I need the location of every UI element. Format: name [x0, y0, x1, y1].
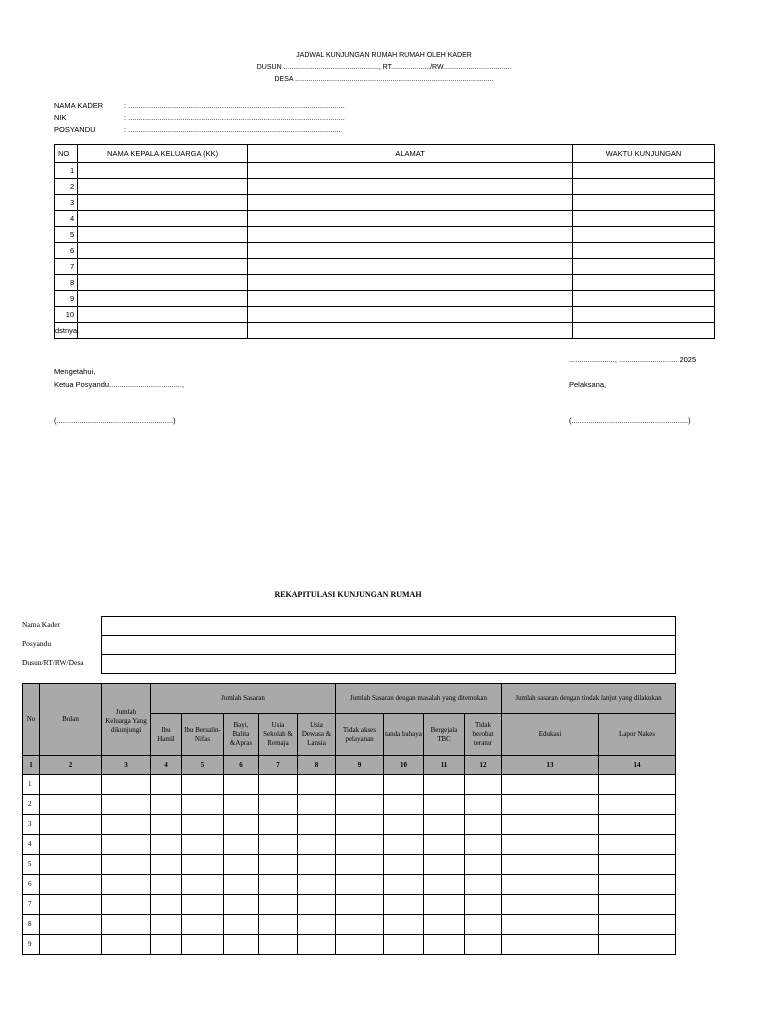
recap-cell[interactable]	[424, 875, 465, 895]
recap-row-no: 2	[23, 795, 40, 815]
schedule-header	[0, 50, 768, 86]
recap-column-number: 12	[465, 756, 502, 775]
schedule-cell-alamat[interactable]	[248, 179, 573, 195]
schedule-cell-alamat[interactable]	[248, 163, 573, 179]
schedule-cell-nama-kk[interactable]	[78, 179, 248, 195]
recap-cell[interactable]	[599, 895, 676, 915]
info-value: : ......................................................................................................	[124, 125, 341, 134]
recap-cell[interactable]	[259, 935, 298, 955]
recap-cell[interactable]	[298, 915, 336, 935]
recap-cell[interactable]	[599, 855, 676, 875]
schedule-cell-alamat[interactable]	[248, 259, 573, 275]
recap-cell[interactable]	[298, 855, 336, 875]
recap-cell[interactable]	[151, 795, 182, 815]
schedule-row-no: 7	[55, 259, 78, 275]
signature-blank-left: (........................................................)	[54, 416, 176, 425]
schedule-cell-nama-kk[interactable]	[78, 275, 248, 291]
recap-cell[interactable]	[599, 935, 676, 955]
schedule-row	[55, 163, 715, 179]
schedule-row	[55, 275, 715, 291]
recap-row-no: 8	[23, 915, 40, 935]
recap-cell[interactable]	[384, 795, 424, 815]
recap-column-number: 5	[182, 756, 224, 775]
schedule-row	[55, 291, 715, 307]
recap-column-number: 13	[502, 756, 599, 775]
recap-cell[interactable]	[182, 875, 224, 895]
recap-cell[interactable]	[40, 855, 102, 875]
recap-cell[interactable]	[40, 875, 102, 895]
recap-cell[interactable]	[599, 795, 676, 815]
recap-cell[interactable]	[336, 815, 384, 835]
recap-cell[interactable]	[224, 915, 259, 935]
schedule-row	[55, 195, 715, 211]
recap-cell[interactable]	[502, 895, 599, 915]
recap-cell[interactable]	[182, 855, 224, 875]
recap-cell[interactable]	[259, 895, 298, 915]
schedule-title: JADWAL KUNJUNGAN RUMAH RUMAH OLEH KADER	[296, 52, 472, 59]
recap-cell[interactable]	[384, 895, 424, 915]
info-label: NAMA KADER	[54, 101, 104, 110]
schedule-row-no: 3	[55, 195, 78, 211]
recap-cell[interactable]	[182, 935, 224, 955]
recap-cell[interactable]	[424, 835, 465, 855]
desa-line: DESA ......................................................................................................	[274, 76, 494, 83]
schedule-cell-nama-kk[interactable]	[78, 323, 248, 339]
recap-cell[interactable]	[259, 795, 298, 815]
recap-cell[interactable]	[298, 875, 336, 895]
recap-cell[interactable]	[102, 855, 151, 875]
recap-row	[23, 775, 676, 795]
recap-cell[interactable]	[599, 875, 676, 895]
schedule-cell-nama-kk[interactable]	[78, 243, 248, 259]
schedule-row	[55, 227, 715, 243]
recap-column-number: 8	[298, 756, 336, 775]
recap-sub-bayi-balita: Bayi, Balita &Apras	[224, 714, 259, 756]
recap-cell[interactable]	[40, 795, 102, 815]
recap-header-row-1	[23, 684, 676, 714]
schedule-cell-nama-kk[interactable]	[78, 307, 248, 323]
recap-cell[interactable]	[465, 875, 502, 895]
info-row-nama-kader	[54, 100, 345, 112]
recap-cell[interactable]	[298, 775, 336, 795]
recap-row-no: 5	[23, 855, 40, 875]
schedule-cell-alamat[interactable]	[248, 195, 573, 211]
recap-column-number: 14	[599, 756, 676, 775]
schedule-cell-alamat[interactable]	[248, 291, 573, 307]
recap-cell[interactable]	[336, 775, 384, 795]
schedule-cell-alamat[interactable]	[248, 307, 573, 323]
recap-cell[interactable]	[384, 835, 424, 855]
schedule-row-no: 2	[55, 179, 78, 195]
recap-cell[interactable]	[259, 875, 298, 895]
schedule-cell-alamat[interactable]	[248, 227, 573, 243]
schedule-cell-waktu[interactable]	[573, 227, 715, 243]
schedule-row-no: dstnya	[55, 323, 78, 339]
recap-row	[23, 915, 676, 935]
schedule-cell-waktu[interactable]	[573, 259, 715, 275]
recap-cell[interactable]	[502, 915, 599, 935]
recap-group-sasaran: Jumlah Sasaran	[151, 684, 336, 714]
schedule-cell-waktu[interactable]	[573, 243, 715, 259]
recap-column-number: 11	[424, 756, 465, 775]
recap-cell[interactable]	[424, 775, 465, 795]
recap-sub-usia-sekolah: Usia Sekolah & Remaja	[259, 714, 298, 756]
recap-cell[interactable]	[599, 815, 676, 835]
recap-cell[interactable]	[102, 895, 151, 915]
recap-cell[interactable]	[336, 875, 384, 895]
recap-cell[interactable]	[336, 795, 384, 815]
recap-cell[interactable]	[151, 835, 182, 855]
recap-column-number: 1	[23, 756, 40, 775]
recap-cell[interactable]	[336, 895, 384, 915]
recap-cell[interactable]	[259, 915, 298, 935]
recap-cell[interactable]	[259, 815, 298, 835]
recap-cell[interactable]	[151, 915, 182, 935]
schedule-row	[55, 323, 715, 339]
recap-column-number: 9	[336, 756, 384, 775]
recap-cell[interactable]	[102, 935, 151, 955]
recap-cell[interactable]	[384, 815, 424, 835]
recap-column-number: 7	[259, 756, 298, 775]
col-no: NO	[55, 145, 78, 163]
recap-cell[interactable]	[259, 775, 298, 795]
recap-table	[22, 683, 676, 955]
recap-row-no: 9	[23, 935, 40, 955]
recap-sub-ibu-bersalin: Ibu Bersalin-Nifas	[182, 714, 224, 756]
recap-sub-ibu-hamil: Ibu Hamil	[151, 714, 182, 756]
recap-cell[interactable]	[182, 835, 224, 855]
schedule-cell-waktu[interactable]	[573, 275, 715, 291]
mengetahui-label: Mengetahui,	[54, 367, 96, 376]
recap-row	[23, 815, 676, 835]
schedule-cell-waktu[interactable]	[573, 195, 715, 211]
schedule-row-no: 8	[55, 275, 78, 291]
recap-cell[interactable]	[502, 775, 599, 795]
schedule-row-no: 10	[55, 307, 78, 323]
schedule-row-no: 4	[55, 211, 78, 227]
recap-cell[interactable]	[298, 835, 336, 855]
recap-cell[interactable]	[298, 935, 336, 955]
recap-cell[interactable]	[424, 935, 465, 955]
schedule-table	[54, 144, 715, 339]
schedule-cell-nama-kk[interactable]	[78, 259, 248, 275]
schedule-row	[55, 243, 715, 259]
recap-cell[interactable]	[224, 835, 259, 855]
recap-number-row	[23, 756, 676, 775]
recap-cell[interactable]	[40, 915, 102, 935]
recap-cell[interactable]	[151, 775, 182, 795]
recap-cell[interactable]	[151, 875, 182, 895]
recap-title: REKAPITULASI KUNJUNGAN RUMAH	[274, 590, 422, 599]
schedule-row-no: 6	[55, 243, 78, 259]
recap-row-no: 6	[23, 875, 40, 895]
schedule-cell-waktu[interactable]	[573, 163, 715, 179]
recap-col-no: No	[23, 684, 40, 756]
recap-cell[interactable]	[151, 895, 182, 915]
recap-cell[interactable]	[465, 795, 502, 815]
recap-cell[interactable]	[224, 775, 259, 795]
kader-info	[54, 100, 345, 136]
recap-sub-bergejala-tbc: Bergejala TBC	[424, 714, 465, 756]
recap-label-posyandu: Posyandu	[22, 639, 52, 648]
schedule-cell-alamat[interactable]	[248, 243, 573, 259]
schedule-row	[55, 179, 715, 195]
recap-cell[interactable]	[224, 935, 259, 955]
recap-cell[interactable]	[40, 835, 102, 855]
recap-column-number: 10	[384, 756, 424, 775]
recap-sub-usia-dewasa: Usia Dewasa & Lansia	[298, 714, 336, 756]
recap-cell[interactable]	[40, 775, 102, 795]
schedule-row-no: 9	[55, 291, 78, 307]
schedule-cell-nama-kk[interactable]	[78, 227, 248, 243]
schedule-cell-nama-kk[interactable]	[78, 291, 248, 307]
recap-field-nama-kader[interactable]	[101, 616, 676, 636]
recap-cell[interactable]	[336, 855, 384, 875]
recap-column-number: 2	[40, 756, 102, 775]
recap-cell[interactable]	[502, 815, 599, 835]
recap-cell[interactable]	[224, 895, 259, 915]
recap-cell[interactable]	[182, 895, 224, 915]
recap-cell[interactable]	[384, 915, 424, 935]
schedule-cell-nama-kk[interactable]	[78, 195, 248, 211]
recap-cell[interactable]	[40, 895, 102, 915]
recap-group-masalah: Jumlah Sasaran dengan masalah yang ditemukan	[336, 684, 502, 714]
ketua-posyandu-label: Ketua Posyandu...................................,	[54, 380, 185, 389]
recap-sub-tidak-akses: Tidak akses pelayanan	[336, 714, 384, 756]
recap-cell[interactable]	[182, 775, 224, 795]
recap-cell[interactable]	[40, 815, 102, 835]
schedule-cell-alamat[interactable]	[248, 211, 573, 227]
signature-blank-right: (........................................................)	[569, 416, 691, 425]
recap-label-nama-kader: Nama Kader	[22, 620, 61, 629]
recap-cell[interactable]	[224, 795, 259, 815]
recap-cell[interactable]	[465, 775, 502, 795]
col-waktu: WAKTU KUNJUNGAN	[573, 145, 715, 163]
schedule-cell-waktu[interactable]	[573, 307, 715, 323]
recap-cell[interactable]	[298, 815, 336, 835]
recap-cell[interactable]	[424, 915, 465, 935]
recap-cell[interactable]	[599, 835, 676, 855]
schedule-cell-waktu[interactable]	[573, 323, 715, 339]
recap-cell[interactable]	[151, 815, 182, 835]
schedule-row	[55, 211, 715, 227]
recap-cell[interactable]	[465, 915, 502, 935]
schedule-cell-alamat[interactable]	[248, 323, 573, 339]
recap-cell[interactable]	[465, 895, 502, 915]
recap-label-dusun: Dusun/RT/RW/Desa	[22, 658, 84, 667]
recap-row-no: 1	[23, 775, 40, 795]
recap-sub-edukasi: Edukasi	[502, 714, 599, 756]
recap-cell[interactable]	[599, 915, 676, 935]
recap-cell[interactable]	[599, 775, 676, 795]
recap-column-number: 3	[102, 756, 151, 775]
recap-cell[interactable]	[336, 935, 384, 955]
recap-sub-tidak-berobat: Tidak berobat teratur	[465, 714, 502, 756]
schedule-row-no: 1	[55, 163, 78, 179]
info-value: : ........................................................................................................	[124, 101, 345, 110]
recap-cell[interactable]	[424, 895, 465, 915]
recap-cell[interactable]	[424, 795, 465, 815]
recap-cell[interactable]	[502, 875, 599, 895]
schedule-cell-waktu[interactable]	[573, 179, 715, 195]
recap-cell[interactable]	[182, 915, 224, 935]
recap-cell[interactable]	[102, 815, 151, 835]
schedule-cell-nama-kk[interactable]	[78, 163, 248, 179]
recap-cell[interactable]	[151, 935, 182, 955]
recap-row	[23, 855, 676, 875]
recap-cell[interactable]	[40, 935, 102, 955]
recap-col-bulan: Bulan	[40, 684, 102, 756]
recap-cell[interactable]	[384, 775, 424, 795]
recap-cell[interactable]	[502, 935, 599, 955]
recap-column-number: 4	[151, 756, 182, 775]
recap-cell[interactable]	[102, 915, 151, 935]
recap-column-number: 6	[224, 756, 259, 775]
info-row-nik	[54, 112, 345, 124]
recap-cell[interactable]	[182, 795, 224, 815]
recap-field-dusun[interactable]	[101, 654, 676, 674]
recap-cell[interactable]	[384, 935, 424, 955]
recap-cell[interactable]	[502, 795, 599, 815]
recap-cell[interactable]	[465, 835, 502, 855]
recap-cell[interactable]	[224, 815, 259, 835]
recap-cell[interactable]	[224, 875, 259, 895]
recap-cell[interactable]	[502, 835, 599, 855]
recap-cell[interactable]	[224, 855, 259, 875]
recap-cell[interactable]	[259, 835, 298, 855]
recap-cell[interactable]	[102, 775, 151, 795]
recap-cell[interactable]	[336, 835, 384, 855]
schedule-row	[55, 259, 715, 275]
recap-field-posyandu[interactable]	[101, 635, 676, 655]
recap-cell[interactable]	[424, 815, 465, 835]
recap-cell[interactable]	[298, 895, 336, 915]
dusun-line: DUSUN ................................................., RT..................../RW...................................	[256, 64, 512, 71]
col-alamat: ALAMAT	[248, 145, 573, 163]
recap-col-jumlah-kk: Jumlah Keluarga Yang dikunjungi	[102, 684, 151, 756]
info-label: NIK	[54, 113, 67, 122]
recap-row-no: 3	[23, 815, 40, 835]
recap-cell[interactable]	[502, 855, 599, 875]
date-line: ......................, ............................ 2025	[569, 355, 697, 364]
schedule-cell-nama-kk[interactable]	[78, 211, 248, 227]
recap-cell[interactable]	[384, 875, 424, 895]
recap-cell[interactable]	[384, 855, 424, 875]
recap-row	[23, 895, 676, 915]
recap-cell[interactable]	[151, 855, 182, 875]
schedule-cell-waktu[interactable]	[573, 291, 715, 307]
recap-group-tindak-lanjut: Jumlah sasaran dengan tindak lanjut yang dilakukan	[502, 684, 676, 714]
recap-cell[interactable]	[465, 815, 502, 835]
schedule-cell-alamat[interactable]	[248, 275, 573, 291]
recap-cell[interactable]	[465, 855, 502, 875]
recap-cell[interactable]	[182, 815, 224, 835]
info-value: : ........................................................................................................	[124, 113, 345, 122]
schedule-row-no: 5	[55, 227, 78, 243]
info-row-posyandu	[54, 124, 345, 136]
recap-cell[interactable]	[336, 915, 384, 935]
schedule-cell-waktu[interactable]	[573, 211, 715, 227]
schedule-row	[55, 307, 715, 323]
recap-row	[23, 875, 676, 895]
recap-cell[interactable]	[424, 855, 465, 875]
recap-sub-lapor-nakes: Lapor Nakes	[599, 714, 676, 756]
recap-cell[interactable]	[102, 795, 151, 815]
recap-row-no: 7	[23, 895, 40, 915]
recap-cell[interactable]	[465, 935, 502, 955]
recap-cell[interactable]	[102, 875, 151, 895]
recap-row	[23, 935, 676, 955]
recap-sub-tanda-bahaya: tanda bahaya	[384, 714, 424, 756]
recap-cell[interactable]	[259, 855, 298, 875]
schedule-table-header	[55, 145, 715, 163]
col-nama-kk: NAMA KEPALA KELUARGA (KK)	[78, 145, 248, 163]
pelaksana-label: Pelaksana,	[569, 380, 607, 389]
recap-cell[interactable]	[298, 795, 336, 815]
recap-cell[interactable]	[102, 835, 151, 855]
recap-row	[23, 835, 676, 855]
recap-row	[23, 795, 676, 815]
info-label: POSYANDU	[54, 125, 96, 134]
recap-row-no: 4	[23, 835, 40, 855]
